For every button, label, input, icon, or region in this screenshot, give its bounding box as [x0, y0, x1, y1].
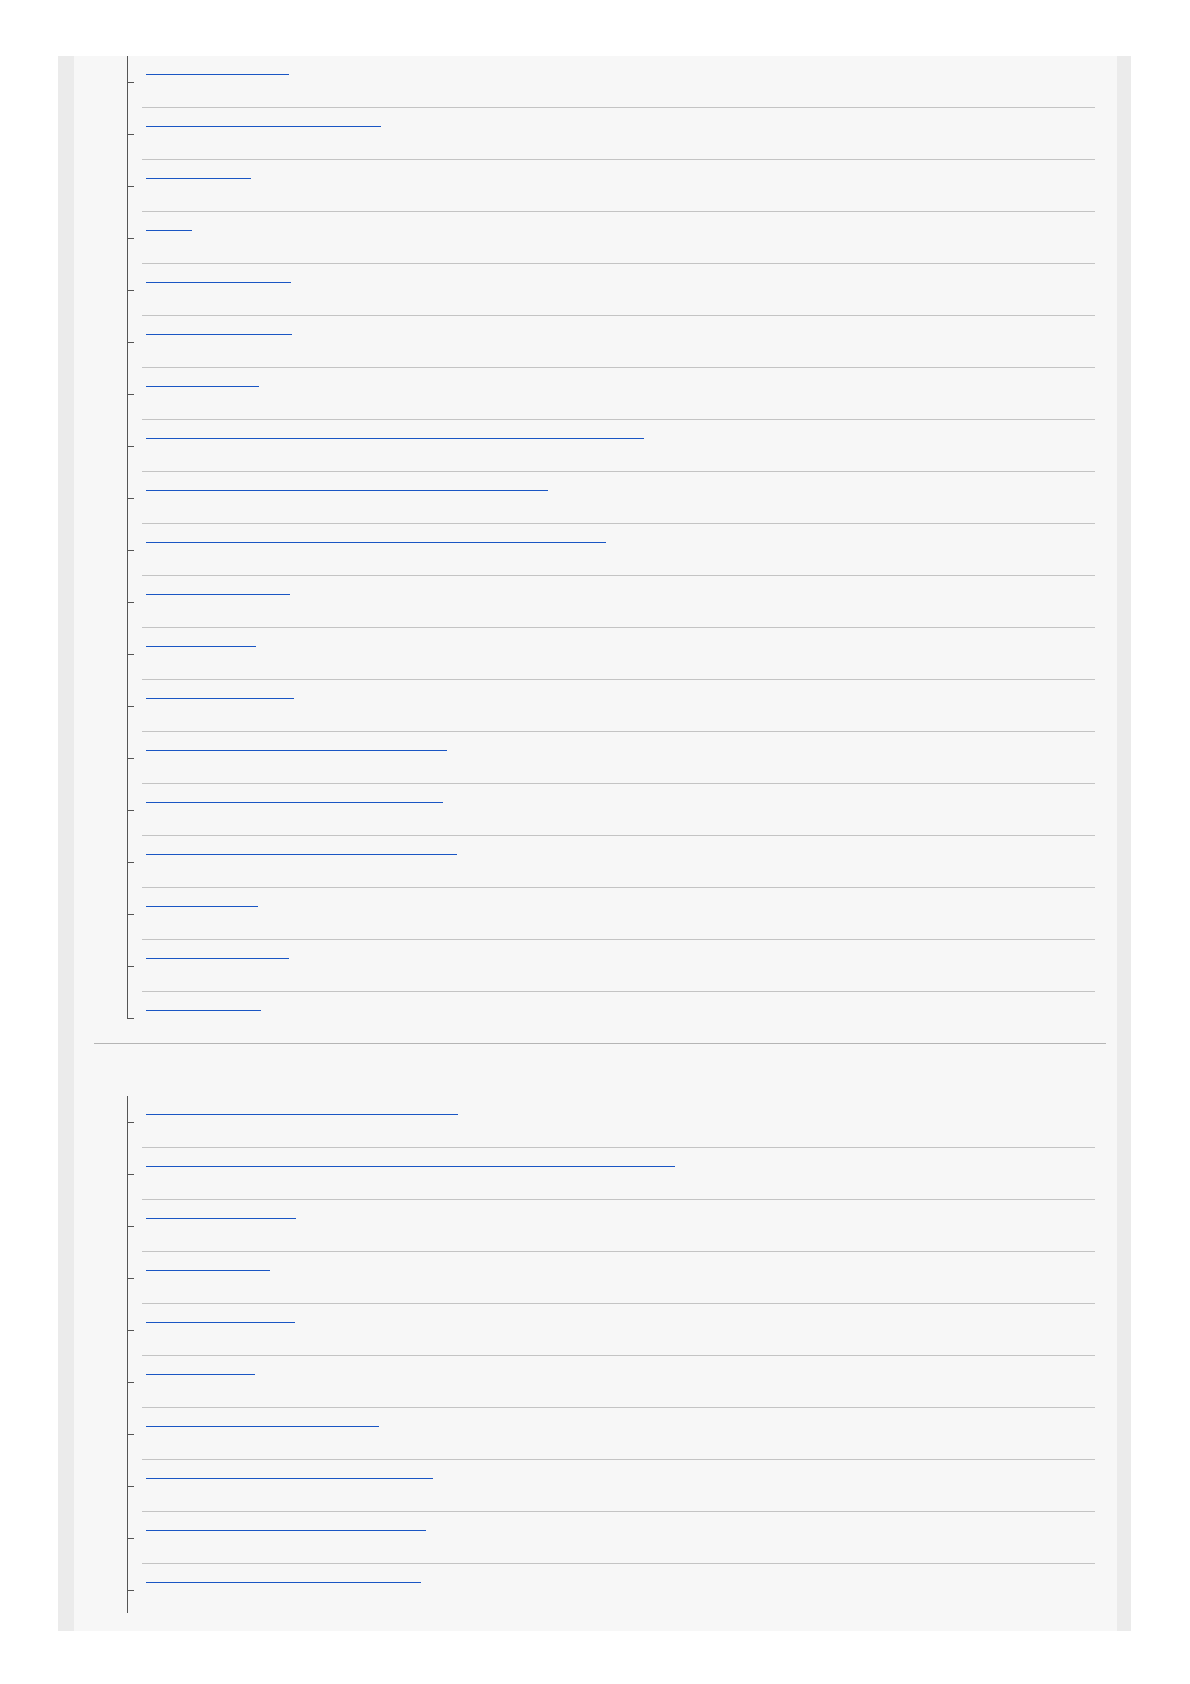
tree-branch-tick [128, 862, 134, 863]
list-item [74, 836, 1117, 888]
section-divider [94, 1043, 1106, 1044]
tree-branch-tick [128, 914, 134, 915]
tree-branch-tick [128, 966, 134, 967]
list-item [74, 368, 1117, 420]
tree-branch-tick [128, 1434, 134, 1435]
topic-link[interactable] [146, 1530, 426, 1531]
list-item [74, 680, 1117, 732]
tree-branch-tick [128, 810, 134, 811]
tree-branch-tick [128, 1486, 134, 1487]
topic-link[interactable] [146, 906, 258, 907]
topic-link[interactable] [146, 386, 259, 387]
list-item [74, 160, 1117, 212]
tree-branch-tick [128, 186, 134, 187]
tree-branch-tick [128, 394, 134, 395]
link-list [74, 1096, 1117, 1616]
topic-link[interactable] [146, 750, 447, 751]
topic-link[interactable] [146, 178, 251, 179]
list-item [74, 1460, 1117, 1512]
tree-branch-tick [128, 238, 134, 239]
list-item [74, 888, 1117, 940]
topic-link[interactable] [146, 438, 644, 439]
list-item [74, 1096, 1117, 1148]
tree-branch-tick [128, 550, 134, 551]
topic-link[interactable] [146, 490, 548, 491]
list-item [74, 1200, 1117, 1252]
topic-link[interactable] [146, 1426, 379, 1427]
link-tree-section-1 [74, 56, 1117, 1044]
topic-link[interactable] [146, 1114, 458, 1115]
tree-branch-tick [128, 654, 134, 655]
topic-link[interactable] [146, 854, 457, 855]
list-item [74, 1252, 1117, 1304]
tree-branch-tick [128, 446, 134, 447]
topic-link[interactable] [146, 594, 290, 595]
tree-branch-tick [128, 1538, 134, 1539]
tree-branch-tick [128, 1590, 134, 1591]
topic-link[interactable] [146, 542, 606, 543]
link-list [74, 56, 1117, 1044]
topic-link[interactable] [146, 646, 256, 647]
topic-link[interactable] [146, 1010, 261, 1011]
list-item [74, 472, 1117, 524]
list-item [74, 628, 1117, 680]
list-item [74, 56, 1117, 108]
list-item [74, 316, 1117, 368]
topic-link[interactable] [146, 698, 294, 699]
tree-branch-tick [128, 1122, 134, 1123]
tree-branch-tick [128, 706, 134, 707]
tree-branch-tick [128, 758, 134, 759]
topic-link[interactable] [146, 334, 292, 335]
topic-link[interactable] [146, 1582, 421, 1583]
topic-link[interactable] [146, 74, 289, 75]
topic-link[interactable] [146, 1166, 675, 1167]
list-item [74, 264, 1117, 316]
list-item [74, 1356, 1117, 1408]
list-item [74, 212, 1117, 264]
tree-branch-tick [128, 602, 134, 603]
tree-branch-tick [128, 1382, 134, 1383]
topic-link[interactable] [146, 1218, 296, 1219]
list-item [74, 524, 1117, 576]
topic-link[interactable] [146, 282, 291, 283]
topic-link[interactable] [146, 1322, 295, 1323]
tree-branch-tick [128, 498, 134, 499]
list-item [74, 1148, 1117, 1200]
tree-branch-tick [128, 1330, 134, 1331]
tree-branch-tick [128, 1018, 134, 1019]
tree-branch-tick [128, 290, 134, 291]
topic-link[interactable] [146, 958, 289, 959]
list-item [74, 576, 1117, 628]
tree-branch-tick [128, 82, 134, 83]
list-item [74, 1564, 1117, 1616]
tree-branch-tick [128, 342, 134, 343]
list-item [74, 108, 1117, 160]
list-item [74, 1512, 1117, 1564]
topic-link[interactable] [146, 230, 192, 231]
content-panel [74, 56, 1117, 1631]
link-tree-section-2 [74, 1096, 1117, 1631]
list-item [74, 420, 1117, 472]
tree-branch-tick [128, 1174, 134, 1175]
topic-link[interactable] [146, 1478, 433, 1479]
list-item [74, 992, 1117, 1044]
list-item [74, 940, 1117, 992]
tree-branch-tick [128, 134, 134, 135]
tree-branch-tick [128, 1226, 134, 1227]
topic-link[interactable] [146, 1374, 255, 1375]
list-item [74, 1304, 1117, 1356]
list-item [74, 732, 1117, 784]
tree-branch-tick [128, 1278, 134, 1279]
topic-link[interactable] [146, 802, 443, 803]
topic-link[interactable] [146, 1270, 270, 1271]
topic-link[interactable] [146, 126, 381, 127]
list-item [74, 1408, 1117, 1460]
list-item [74, 784, 1117, 836]
